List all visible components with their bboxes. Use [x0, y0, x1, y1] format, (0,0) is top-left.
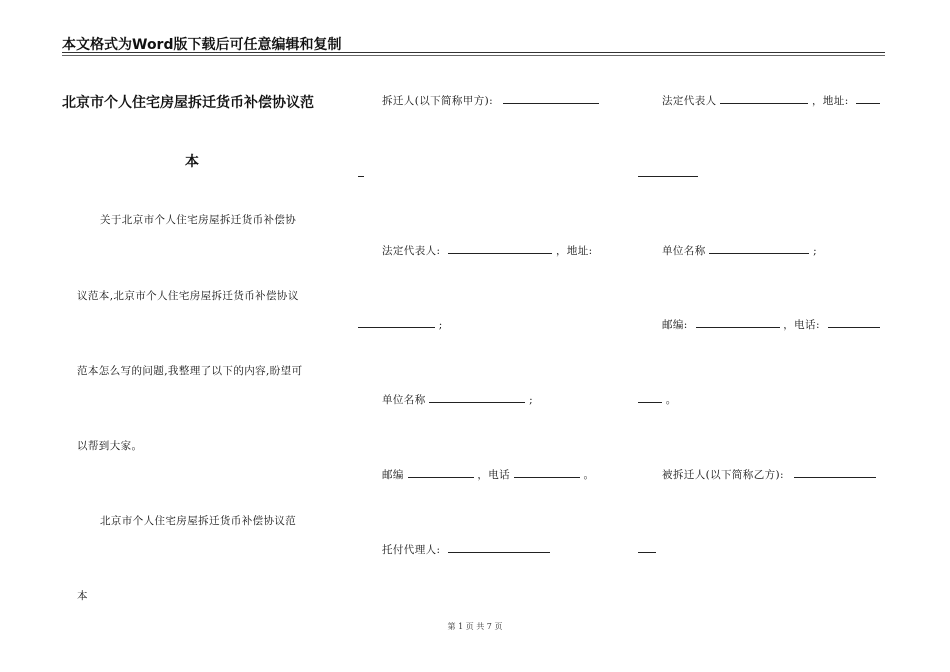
postcode-blank — [408, 466, 474, 478]
legal-rep-blank — [448, 242, 552, 254]
intro-line-4: 以帮到大家。 — [77, 440, 143, 452]
party-a-line — [382, 92, 599, 108]
postcode-phone-line — [382, 466, 594, 482]
party-a-blank — [503, 92, 599, 104]
intro-line-1: 关于北京市个人住宅房屋拆迁货币补偿协 — [100, 214, 297, 226]
address-label-col3: ，地址: — [812, 95, 849, 107]
legal-rep-line — [382, 242, 593, 258]
unit-name-label: 单位名称 — [382, 394, 426, 406]
document-header: 本文格式为Word版下载后可任意编辑和复制 — [62, 37, 342, 53]
unit-name-blank-col3 — [709, 242, 809, 254]
unit-name-line — [382, 391, 533, 407]
subtitle-line-1: 北京市个人住宅房屋拆迁货币补偿协议范 — [100, 515, 297, 527]
address-blank-col3 — [856, 92, 880, 104]
unit-name-line-col3 — [662, 242, 817, 258]
party-b-continuation — [638, 541, 656, 556]
header-rule-thin — [62, 55, 885, 56]
postcode-phone-line-col3 — [662, 316, 880, 332]
address-label: ，地址: — [555, 245, 593, 257]
legal-rep-label: 法定代表人: — [382, 245, 441, 257]
phone-period: 。 — [583, 469, 595, 481]
party-b-blank-cont — [638, 541, 656, 553]
address-continuation-col3 — [638, 165, 698, 180]
doc-title-line2: 本 — [185, 154, 199, 170]
phone-continuation-col3 — [638, 391, 677, 407]
phone-blank — [514, 466, 580, 478]
unit-name-semicolon-col3: ; — [813, 245, 818, 257]
party-a-blank-cont — [358, 165, 364, 177]
party-a-label: 拆迁人(以下简称甲方): — [382, 95, 494, 107]
party-b-blank — [794, 466, 876, 478]
legal-rep-line-col3 — [662, 92, 880, 108]
phone-label-col3: ，电话: — [783, 319, 820, 331]
party-a-continuation — [358, 165, 364, 180]
intro-line-2: 议范本,北京市个人住宅房屋拆迁货币补偿协议 — [77, 290, 299, 302]
subtitle-line-2: 本 — [77, 590, 88, 602]
postcode-label-col3: 邮编: — [662, 319, 688, 331]
doc-title-line1: 北京市个人住宅房屋拆迁货币补偿协议范 — [62, 95, 314, 111]
phone-label: ，电话 — [477, 469, 511, 481]
agent-label: 托付代理人: — [382, 544, 441, 556]
address-blank — [358, 316, 435, 328]
unit-name-semicolon: ; — [529, 394, 534, 406]
header-rule — [62, 52, 885, 53]
intro-line-3: 范本怎么写的问题,我整理了以下的内容,盼望可 — [77, 365, 303, 377]
party-b-label: 被拆迁人(以下简称乙方): — [662, 469, 784, 481]
legal-rep-label-col3: 法定代表人 — [662, 95, 717, 107]
address-semicolon: ; — [438, 319, 443, 331]
legal-rep-blank-col3 — [720, 92, 808, 104]
unit-name-blank — [429, 391, 525, 403]
page-footer: 第 1 页 共 7 页 — [447, 622, 503, 631]
agent-blank — [448, 541, 550, 553]
address-blank-cont-col3 — [638, 165, 698, 177]
phone-period-col3: 。 — [665, 394, 677, 406]
phone-blank-cont-col3 — [638, 391, 662, 403]
postcode-blank-col3 — [696, 316, 780, 328]
phone-blank-col3 — [828, 316, 880, 328]
party-b-line — [662, 466, 876, 482]
postcode-label: 邮编 — [382, 469, 404, 481]
address-continuation — [358, 316, 443, 331]
agent-line — [382, 541, 550, 557]
unit-name-label-col3: 单位名称 — [662, 245, 706, 257]
